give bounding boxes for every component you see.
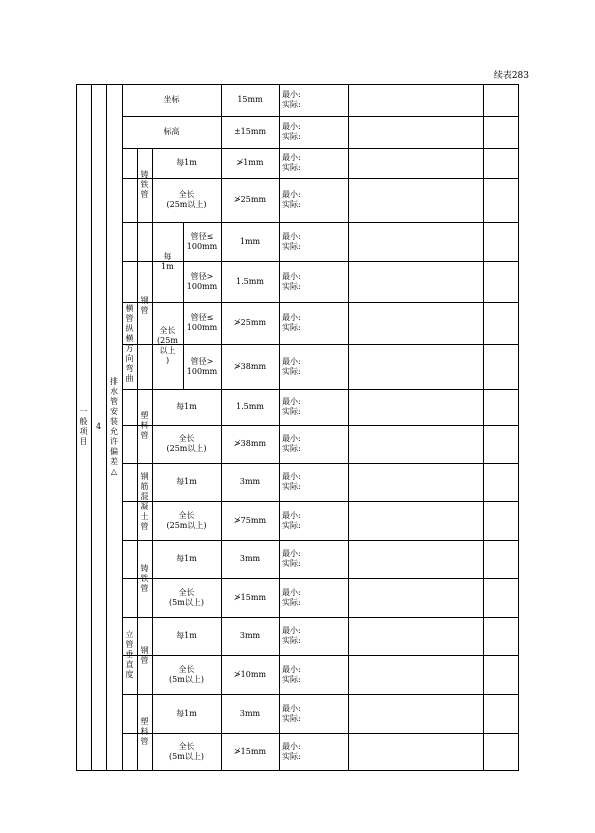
row-item: 每1m: [176, 554, 197, 563]
row-subitem: 管径> 100mm: [186, 356, 218, 376]
measure-label: 最小: 实际:: [282, 313, 301, 332]
tolerance-value: ≯15mm: [233, 592, 267, 602]
material-rc: 钢筋混凝土管: [140, 471, 149, 531]
row-item: 全长 (5m以上): [169, 587, 204, 607]
row-subitem: 管径≤ 100mm: [186, 313, 218, 332]
row-line: [122, 501, 518, 502]
tolerance-value: ≯1mm: [236, 158, 264, 167]
row-subitem: 管径≤ 100mm: [186, 231, 218, 251]
row-item: 全长 (25m 以上 ): [157, 325, 178, 365]
continuation-label: 续表283: [493, 71, 529, 81]
tolerance-value: 15mm: [237, 95, 263, 104]
tolerance-value: 3mm: [239, 631, 261, 640]
row-line: [122, 463, 518, 464]
material-plastic-v: 塑料管: [140, 717, 149, 746]
measure-label: 最小: 实际:: [282, 271, 301, 291]
column-line: [137, 148, 138, 770]
tolerance-value: ≯75mm: [233, 515, 267, 525]
material-steel: 钢管: [140, 295, 149, 315]
measure-label: 最小: 实际:: [282, 90, 301, 109]
row-item: 全长 (25m以上): [166, 434, 207, 453]
tolerance-value: 3mm: [239, 708, 261, 718]
material-cast-iron-v: 铸铁管: [140, 563, 149, 593]
tolerance-value: ≯15mm: [233, 746, 267, 756]
column-line: [483, 84, 484, 770]
row-line: [122, 733, 518, 734]
tolerance-value: ≯38mm: [233, 439, 267, 448]
column-line: [348, 84, 349, 770]
measure-label: 最小: 实际:: [282, 741, 301, 761]
row-item: 全长 (5m以上): [169, 741, 204, 761]
measure-label: 最小: 实际:: [282, 434, 301, 453]
tolerance-value: ≯38mm: [233, 361, 267, 371]
tolerance-value: ≯25mm: [233, 318, 267, 327]
row-item-elev: 标高: [163, 127, 180, 136]
category-label: 一般项目: [79, 407, 88, 446]
group-vertical: 立管垂直度: [125, 630, 134, 679]
group-horizontal: 横管纵横方向弯曲: [125, 304, 134, 383]
measure-label: 最小: 实际:: [282, 703, 301, 723]
table-bottom-border: [76, 770, 519, 771]
row-item: 每1m: [176, 708, 197, 718]
row-item: 每 1m: [161, 252, 174, 271]
row-line: [122, 425, 518, 426]
measure-label: 最小: 实际:: [282, 626, 301, 645]
row-line: [122, 148, 518, 149]
column-line: [76, 84, 77, 770]
item-number: 4: [95, 422, 102, 431]
measure-label: 最小: 实际:: [282, 549, 301, 568]
column-line: [106, 84, 107, 770]
column-line: [221, 84, 222, 770]
measure-label: 最小: 实际:: [282, 587, 301, 607]
measure-label: 最小: 实际:: [282, 153, 301, 172]
row-line: [122, 655, 518, 656]
column-line: [122, 84, 123, 770]
measure-label: 最小: 实际:: [282, 397, 301, 416]
measure-label: 最小: 实际:: [282, 664, 301, 684]
row-line: [122, 389, 518, 390]
row-line: [122, 302, 518, 303]
row-item: 全长 (5m以上): [169, 664, 204, 684]
row-item: 全长 (25m以上): [166, 510, 207, 530]
row-line: [122, 617, 518, 618]
measure-label: 最小: 实际:: [282, 190, 301, 209]
column-line: [518, 84, 519, 770]
measure-label: 最小: 实际:: [282, 122, 301, 141]
measure-label: 最小: 实际:: [282, 510, 301, 530]
material-plastic: 塑料管: [140, 411, 149, 440]
row-line: [122, 694, 518, 695]
row-line: [122, 540, 518, 541]
measure-label: 最小: 实际:: [282, 231, 301, 251]
column-line: [279, 84, 280, 770]
tolerance-value: 3mm: [239, 554, 261, 563]
measure-label: 最小: 实际:: [282, 356, 301, 376]
row-item: 全长 (25m以上): [166, 190, 207, 209]
row-item: 每1m: [176, 631, 197, 640]
tolerance-value: ≯25mm: [233, 195, 267, 204]
material-cast-iron: 铸铁管: [140, 170, 149, 199]
row-line: [122, 578, 518, 579]
row-line: [122, 178, 518, 179]
item-title: 排水管安装允许偏差△: [110, 377, 118, 476]
row-item: 每1m: [176, 477, 197, 486]
table-top-border: [76, 84, 519, 85]
measure-label: 最小: 实际:: [282, 472, 301, 491]
row-item: 每1m: [176, 402, 197, 411]
row-subitem: 管径> 100mm: [186, 271, 218, 291]
row-line: [122, 222, 518, 223]
row-line: [122, 116, 518, 117]
row-item: 每1m: [176, 158, 197, 167]
tolerance-value: 3mm: [239, 477, 261, 486]
row-item-coord: 坐标: [163, 95, 180, 104]
material-steel-v: 钢管: [140, 645, 149, 665]
tolerance-value: 1.5mm: [236, 402, 264, 411]
tolerance-value: ±15mm: [233, 127, 267, 136]
tolerance-value: 1mm: [239, 236, 261, 246]
tolerance-value: ≯10mm: [233, 669, 267, 679]
tolerance-value: 1.5mm: [236, 276, 264, 286]
